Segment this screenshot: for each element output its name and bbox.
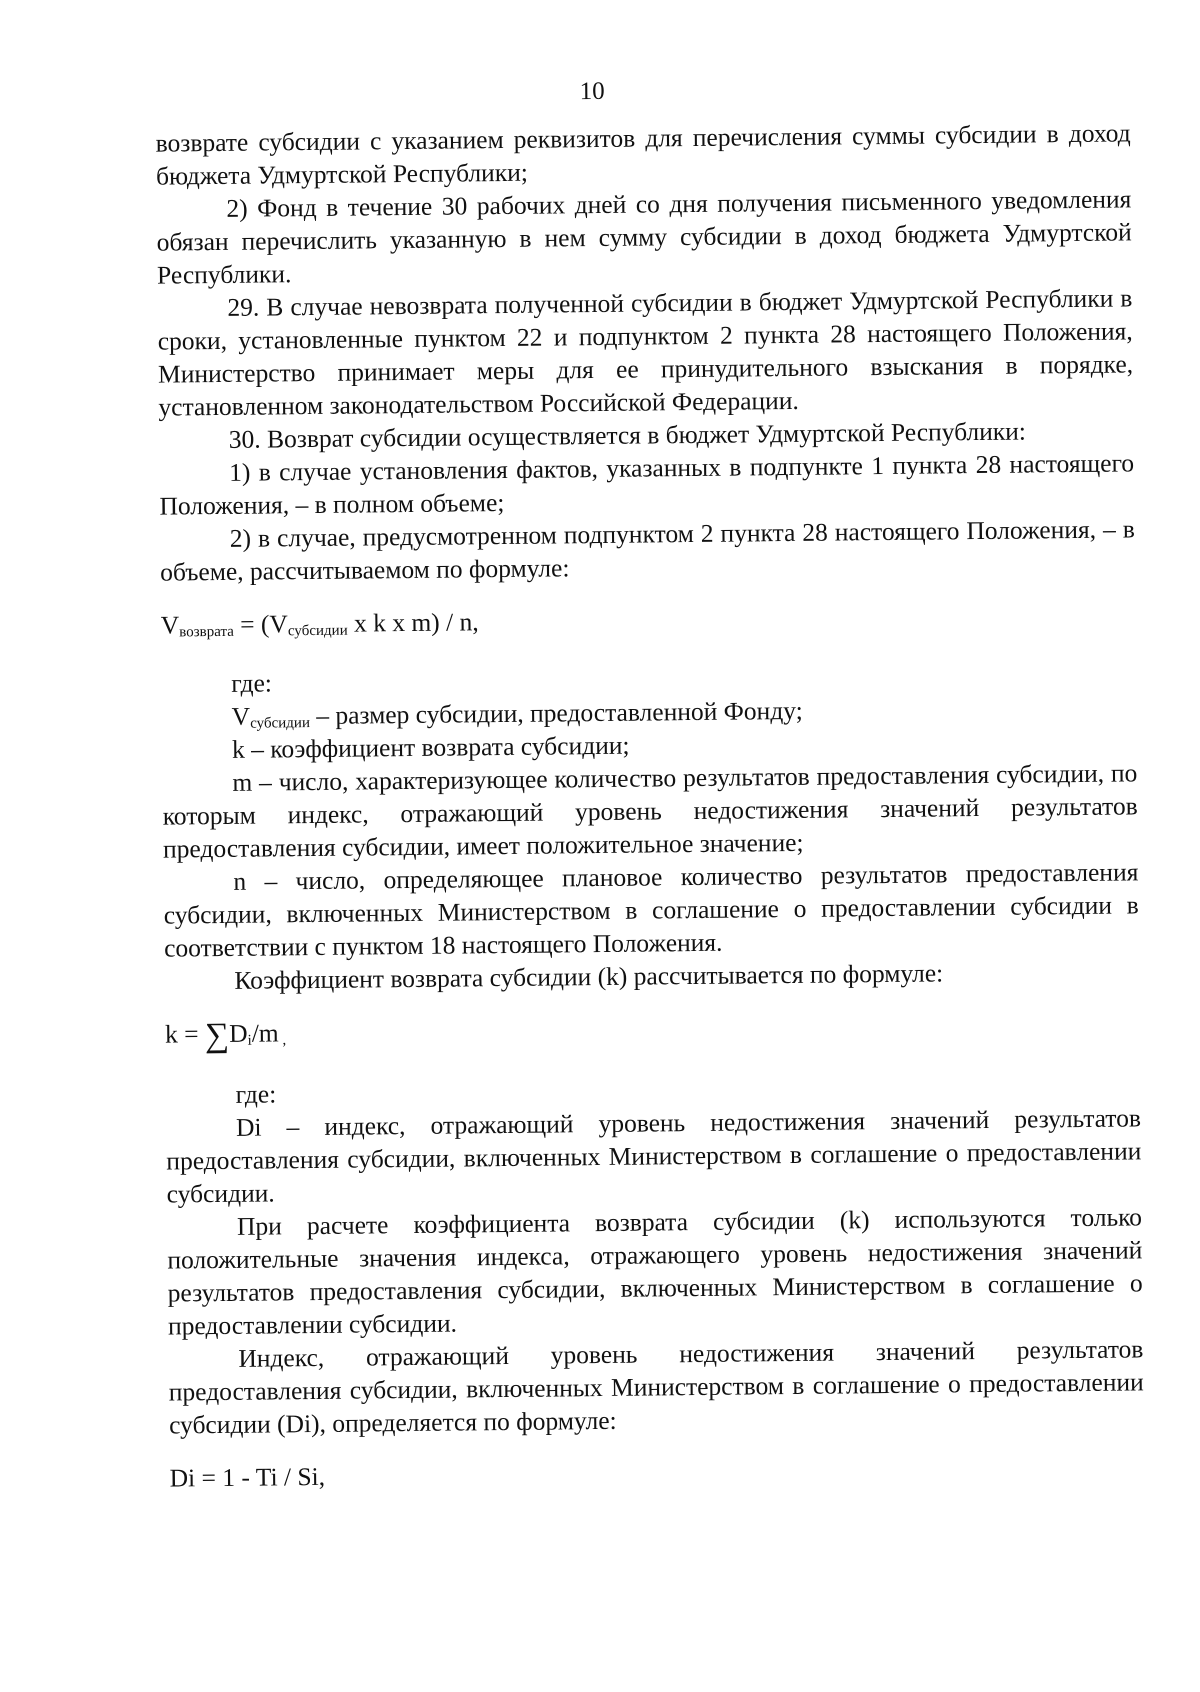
definition-n: n – число, определяющее плановое количество результатов предоставления субсидии, включенных Министерством в соглашение о предоставлении субсидии в соответствии с пунктом 18 настоящего Положения. [163, 857, 1139, 963]
definition-v: $V_{субсидии}$ – размер субсидии, предоставленной Фонду; [231, 695, 803, 732]
document-body [156, 116, 1145, 1494]
sum-symbol: ∑ [204, 1016, 230, 1055]
paragraph: возврате субсидии с указанием реквизитов для перечисления суммы субсидии в доход бюджета Удмуртской Республики; [155, 118, 1131, 191]
paragraph-note: При расчете коэффициента возврата субсидии (k) используются только положительные значения индекса, отражающего уровень недостижения значений результатов предоставления субсидии, включенных Министерством в соглашение о предоставлении субсидии. [167, 1202, 1143, 1341]
definition-di: Di – индекс, отражающий уровень недостижения значений результатов предоставления субсидии, включенных Министерством в соглашение о предоставлении субсидии. [166, 1103, 1142, 1209]
where-label: где: [231, 668, 273, 698]
formula-di: Di = 1 - Ti / Si, [169, 1461, 326, 1493]
definition-k: k – коэффициент возврата субсидии; [231, 730, 630, 764]
paragraph: 2) Фонд в течение 30 рабочих дней со дня получения письменного уведомления обязан перечислить указанную в нем сумму субсидии в доход бюджета Удмуртской Республики. [156, 184, 1132, 290]
where-label: где: [235, 1079, 277, 1109]
definition-m: m – число, характеризующее количество результатов предоставления субсидии, по которым индекс, отражающий уровень недостижения значений результатов предоставления субсидии, имеет положительное значение; [162, 758, 1138, 864]
paragraph: 1) в случае установления фактов, указанных в подпункте 1 пункта 28 настоящего Положения, – в полном объеме; [159, 448, 1135, 521]
formula-return-volume: $V_{возврата} = (V_{субсидии}$ x k x m) / n, [160, 607, 479, 641]
paragraph: 2) в случае, предусмотренном подпунктом 2 пункта 28 настоящего Положения, – в объеме, рассчитываемом по формуле: [160, 514, 1135, 587]
k-formula-intro: Коэффициент возврата субсидии (k) рассчитывается по формуле: [234, 958, 944, 995]
paragraph-30: 30. Возврат субсидии осуществляется в бюджет Удмуртской Республики: [228, 416, 1027, 454]
page-number: 10 [579, 77, 605, 106]
paragraph-29: 29. В случае невозврата полученной субсидии в бюджет Удмуртской Республики в сроки, установленные пунктом 22 и подпунктом 2 пункта 28 настоящего Положения, Министерство принимает меры для ее принудительного взыскания в порядке, установленном законодательством Российской Федерации. [157, 283, 1134, 422]
formula-k: $k = \sum D_i/m$ $_,$ [164, 1016, 287, 1055]
di-formula-intro: Индекс, отражающий уровень недостижения значений результатов предоставления субсидии, включенных Министерством в соглашение о предоставлении субсидии (Di), определяется по формуле: [168, 1334, 1144, 1440]
